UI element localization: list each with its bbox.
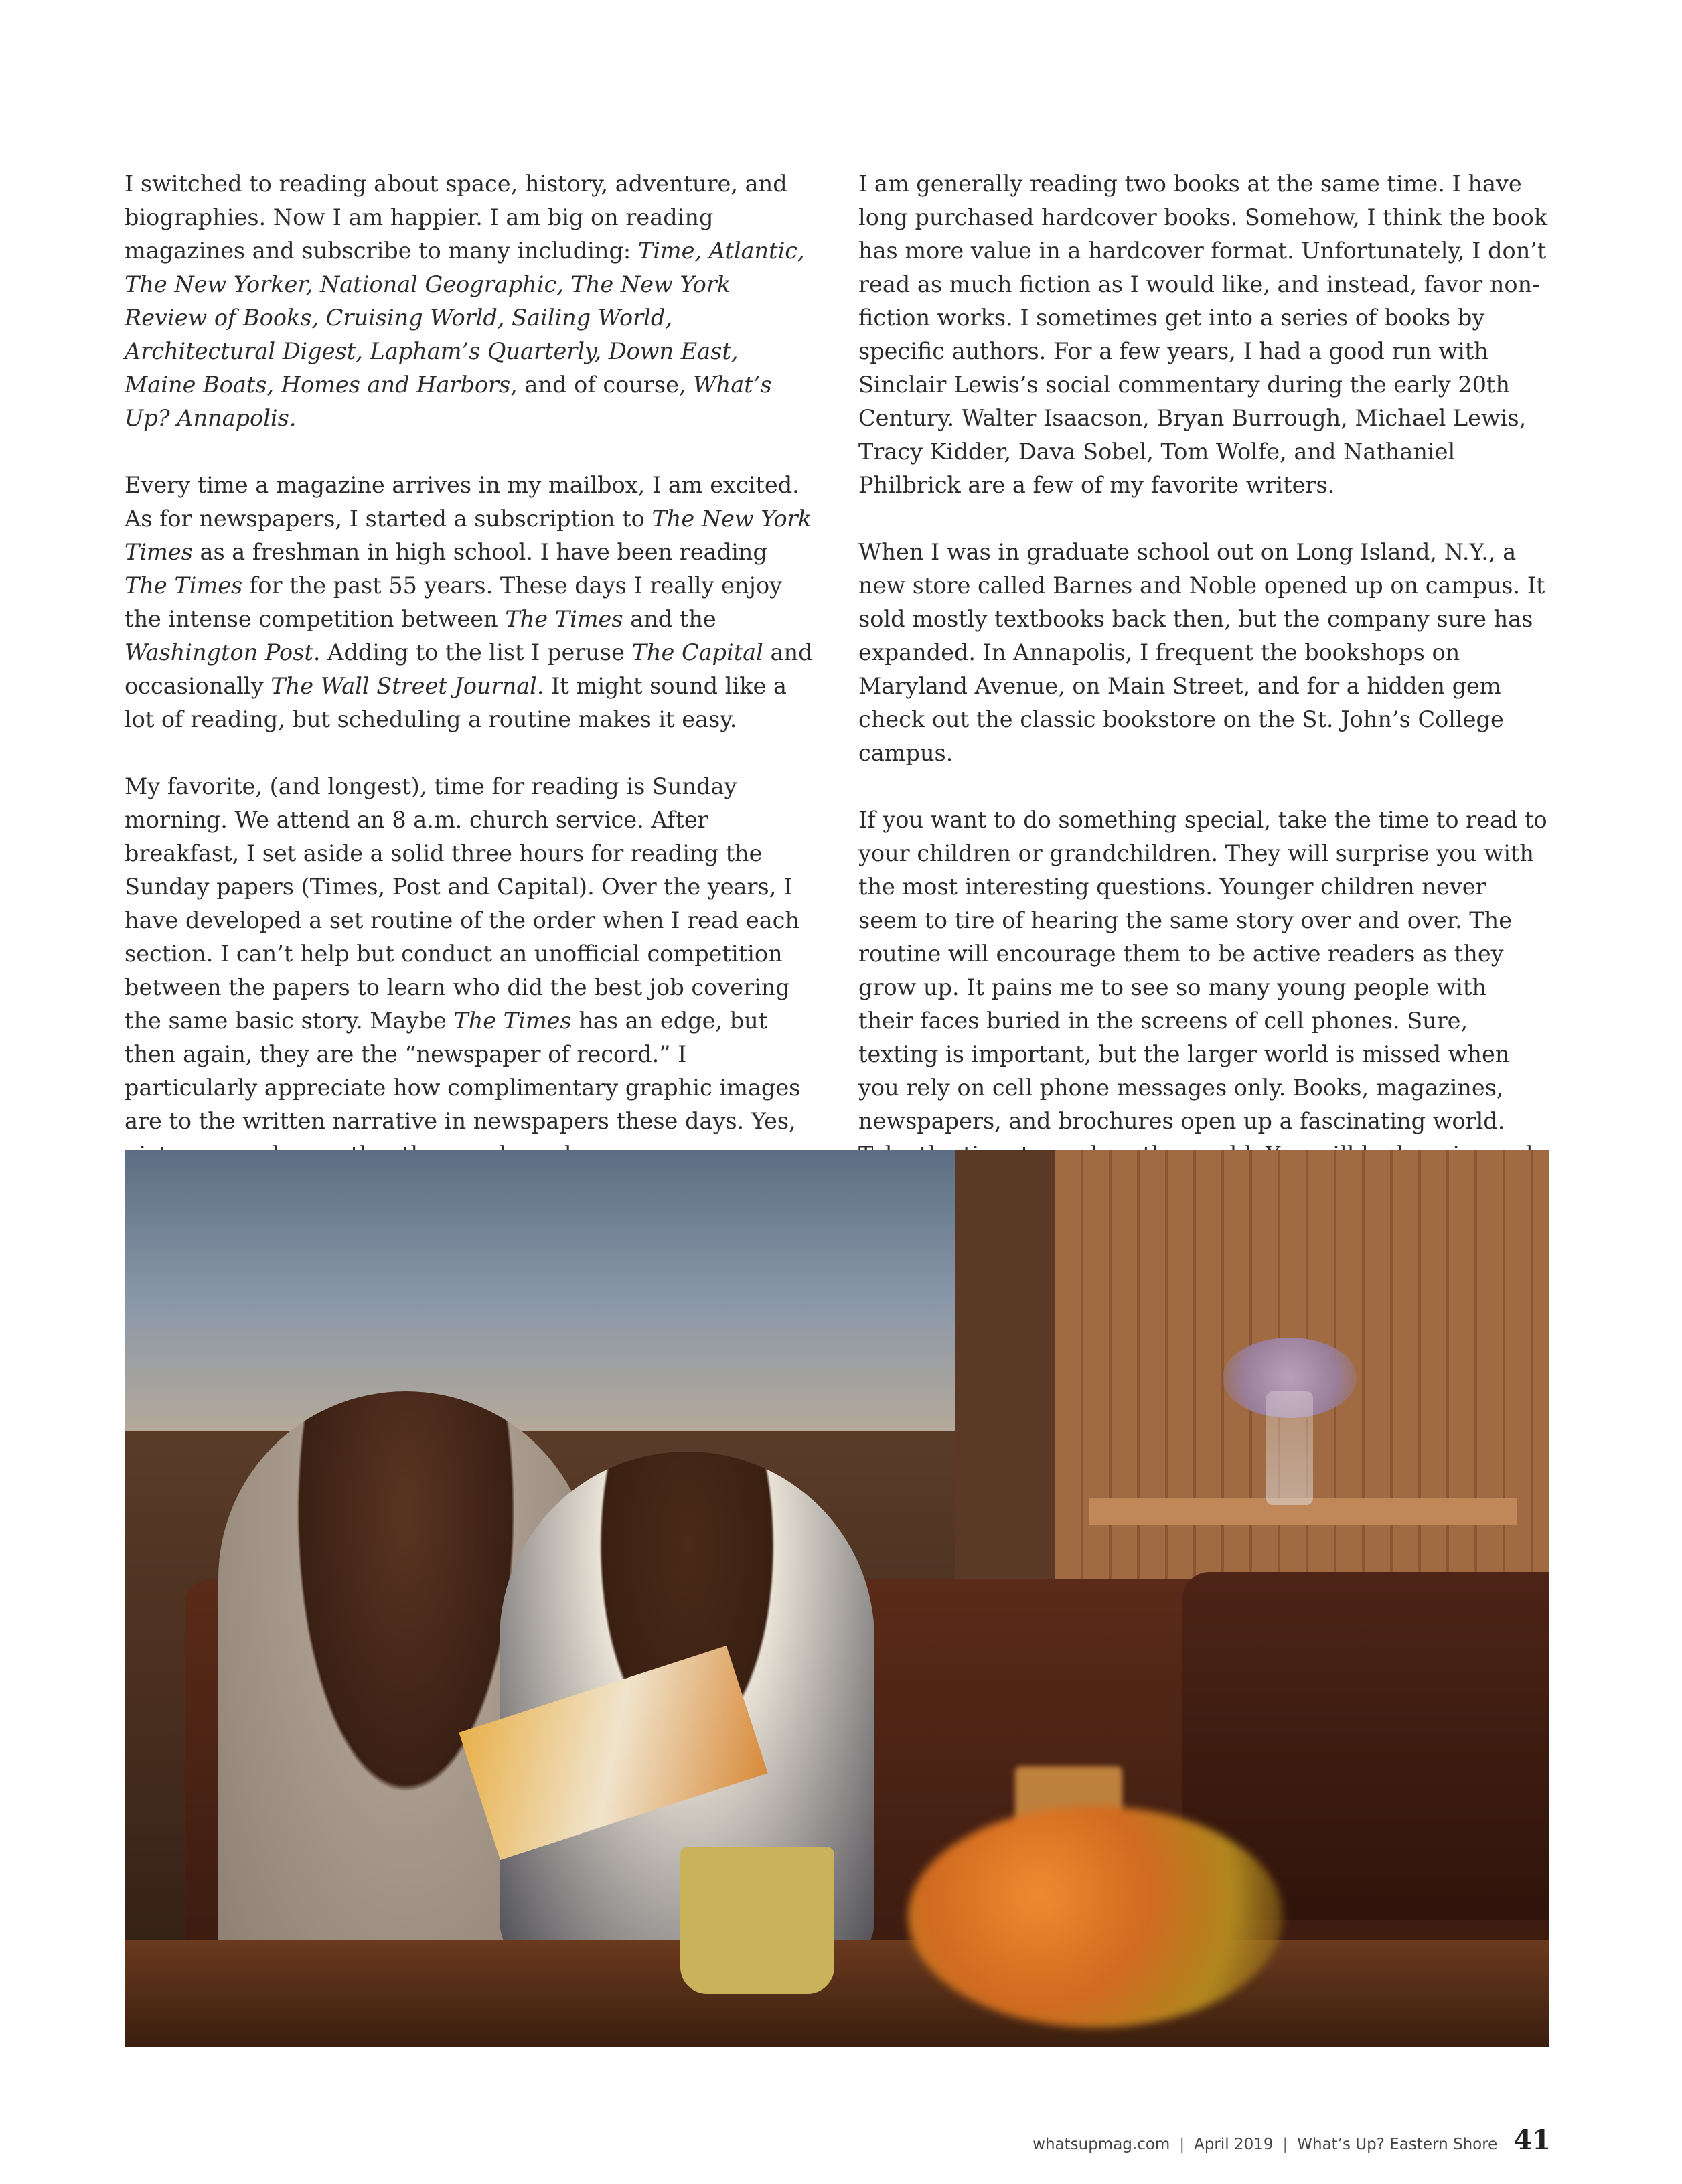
- photo-vase: [1266, 1391, 1313, 1505]
- right-paragraph-2: When I was in graduate school out on Long Island, N.Y., a new store called Barnes and Noble opened up on campus. It sold mostly textbooks back then, but the company sure has expanded. In Annapolis, I frequent the bookshops on Maryland Avenue, on Main Street, and for a hidden gem check out the classic bookstore on the St. John’s College campus.: [858, 539, 1545, 766]
- text-run: My favorite, (and longest), time for reading is Sunday morning. We attend an 8 a.m. church service. After breakfast, I set aside a solid three hours for reading the Sunday papers (Times, Post and Capital). Over the years, I have developed a set routine of the order when I read each section. I can’t help but conduct an unofficial competition between the papers to learn who did the best job covering the same basic story. Maybe: [125, 773, 800, 1034]
- left-paragraph-3: [125, 770, 814, 1172]
- text-run: for the past 55 years. These days I really enjoy the intense competition between: [125, 572, 783, 632]
- page-footer: [1033, 2124, 1551, 2156]
- footer-separator: |: [1282, 2136, 1288, 2153]
- newspaper-title: The New York Times: [125, 505, 812, 565]
- right-column: [858, 167, 1548, 1239]
- left-column: [125, 167, 814, 1205]
- photo-cup: [680, 1847, 834, 1994]
- newspaper-title: The Times: [505, 606, 623, 632]
- text-run: . It might sound like a lot of reading, but scheduling a routine makes it easy.: [125, 673, 787, 732]
- photo-fruit-bowl: [908, 1806, 1283, 2027]
- text-run: as a freshman in high school. I have been reading: [192, 539, 767, 565]
- magazine-title: What’s Up? Annapolis.: [125, 372, 772, 431]
- footer-issue: April 2019: [1194, 2136, 1274, 2153]
- footer-site: whatsupmag.com: [1033, 2136, 1170, 2153]
- text-run: , and of course,: [510, 372, 694, 398]
- newspaper-title: The Times: [125, 572, 243, 599]
- page-number: 41: [1513, 2124, 1551, 2156]
- newspaper-title: The Capital: [631, 639, 763, 666]
- text-run: I switched to reading about space, history, adventure, and biographies. Now I am happier. I am big on reading magazines and subscribe to many including:: [125, 171, 787, 264]
- text-run: . Adding to the list I peruse: [313, 639, 632, 666]
- right-paragraph-1: I am generally reading two books at the same time. I have long purchased hardcover books. Somehow, I think the book has more value in a hardcover format. Unfortunately, I don’t read as much fiction as I would like, and instead, favor non-fiction works. I sometimes get into a series of books by specific authors. For a few years, I had a good run with Sinclair Lewis’s social commentary during the early 20th Century. Walter Isaacson, Bryan Burrough, Michael Lewis, Tracy Kidder, Dava Sobel, Tom Wolfe, and Nathaniel Philbrick are a few of my favorite writers.: [858, 171, 1548, 498]
- left-paragraph-1: [125, 167, 814, 435]
- newspaper-title: The Wall Street Journal: [271, 673, 537, 699]
- magazine-list: Time, Atlantic, The New Yorker, National Geographic, The New York Review of Books, Cruising World, Sailing World, Architectural Digest, Lapham’s Quarterly, Down East, Maine Boats, Homes and Harbors: [125, 238, 805, 398]
- text-run: and the: [623, 606, 716, 632]
- footer-magazine: What’s Up? Eastern Shore: [1297, 2136, 1498, 2153]
- text-run: has an edge, but then again, they are the “newspaper of record.” I particularly appreciate how complimentary graphic images are to the written narrative in newspapers these days. Yes,: [125, 1008, 801, 1134]
- newspaper-title: The Times: [453, 1008, 572, 1034]
- right-paragraph-3: If you want to do something special, take the time to read to your children or grandchildren. They will surprise you with the most interesting questions. Younger children never seem to tire of hearing the same story over and over. The routine will encourage them to be active readers as they grow up. It pains me to see so many young people with their faces buried in the screens of cell phones. Sure, texting is important, but the larger world is missed when you rely on cell phone messages only. Books, magazines, newspapers, and brochures open up a fascinating world.: [858, 807, 1547, 1134]
- footer-separator: |: [1179, 2136, 1185, 2153]
- newspaper-title: Washington Post: [125, 639, 313, 666]
- left-paragraph-2: [125, 469, 814, 736]
- reading-photo: [125, 1150, 1549, 2047]
- photo-coffee-table: [125, 1940, 1549, 2047]
- text-run: Every time a magazine arrives in my mailbox, I am excited. As for newspapers, I started a subscription to: [125, 472, 799, 532]
- photo-window: [125, 1150, 955, 1431]
- text-run: and occasionally: [125, 639, 813, 699]
